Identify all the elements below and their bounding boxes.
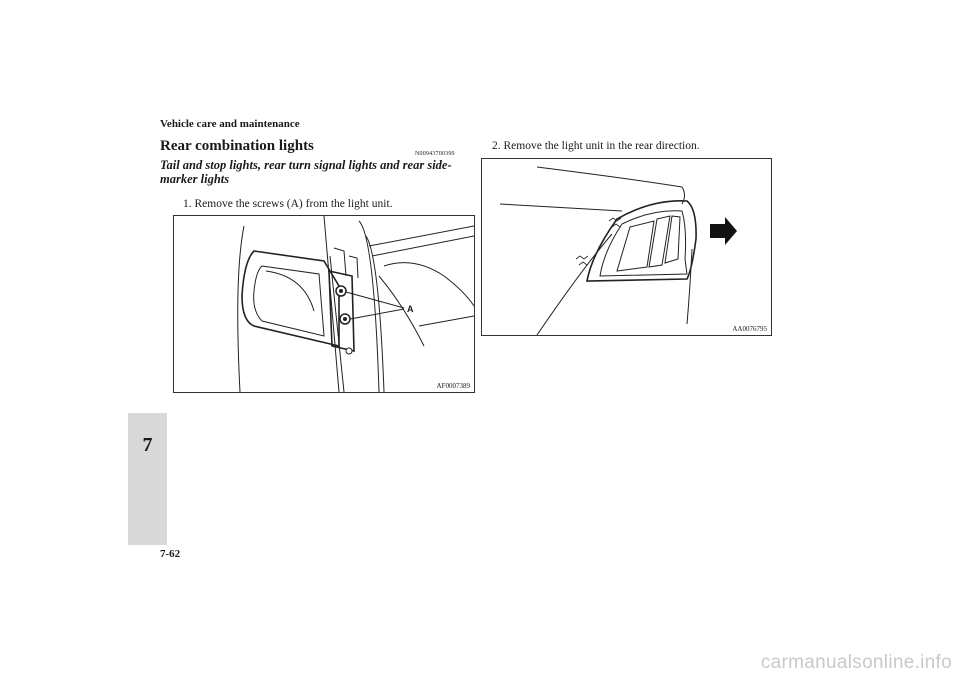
section-header: Vehicle care and maintenance [160,118,300,130]
step-1-text: 1. Remove the screws (A) from the light unit. [183,198,393,210]
figure-removal-illustration [481,158,772,336]
light-unit-screws-drawing [174,216,474,392]
figure-1-code: AF0007389 [436,382,470,390]
page-number: 7-62 [160,548,181,560]
subsection-title: Tail and stop lights, rear turn signal lights and rear side-marker lights [160,158,452,186]
watermark-text: carmanualsonline.info [760,652,952,673]
callout-label-a: A [407,304,414,314]
chapter-tab [128,413,167,545]
section-title: Rear combination lights [160,138,314,154]
light-unit-removal-drawing [482,159,771,335]
reference-code: N00943700399 [415,151,455,157]
figure-2-code: AA0076795 [732,325,767,333]
arrow-right-icon [710,217,737,245]
figure-screws-illustration [173,215,475,393]
chapter-number: 7 [142,434,153,456]
step-2-text: 2. Remove the light unit in the rear direction. [492,140,700,152]
